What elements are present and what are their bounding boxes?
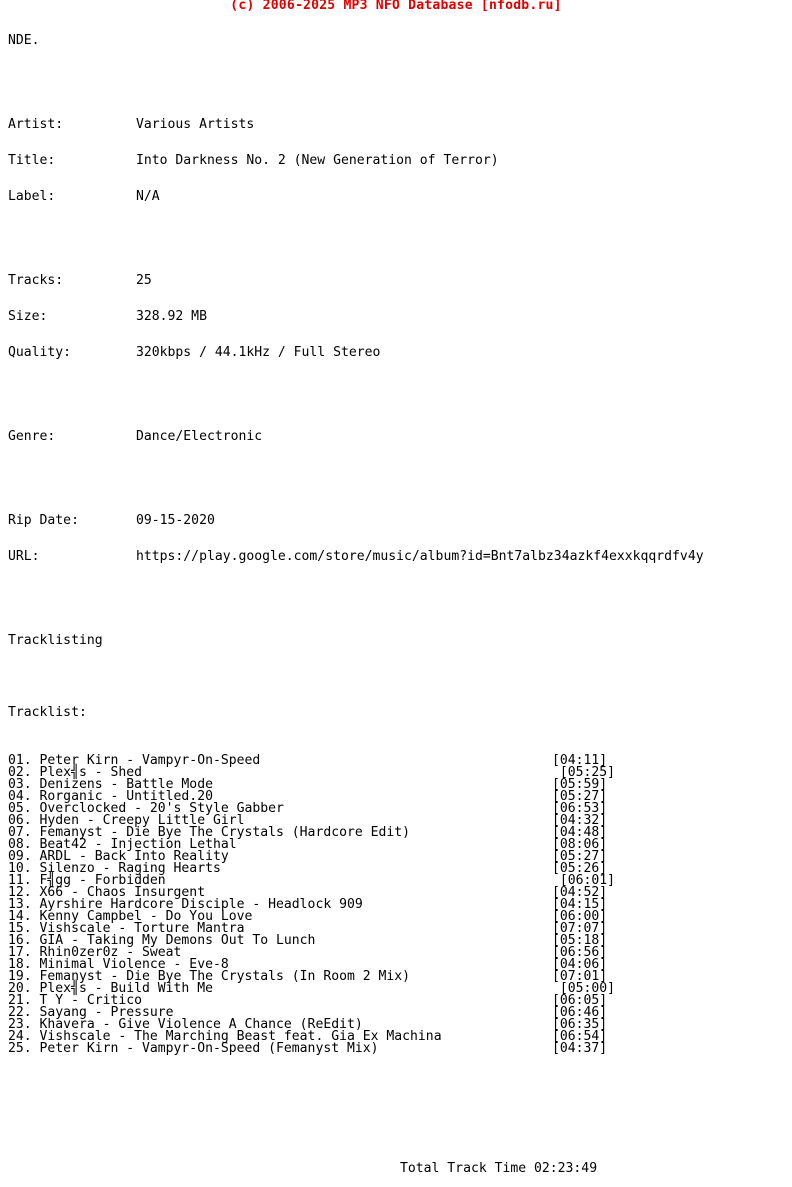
- field-quality: [8, 347, 704, 359]
- field-value: 09-15-2020: [136, 513, 215, 528]
- track-time: [05:25]: [552, 765, 616, 780]
- field-value: Dance/Electronic: [136, 429, 263, 444]
- field-tracks: [8, 275, 704, 287]
- track-title: 02. Plex╣s - Shed: [8, 765, 143, 780]
- track-time: [06:35]: [552, 1017, 608, 1032]
- track-title: 09. ARDL - Back Into Reality: [8, 849, 229, 864]
- tracklisting-heading: Tracklisting: [8, 633, 103, 648]
- track-row: [8, 1043, 704, 1055]
- field-label: Rip Date:: [8, 513, 79, 528]
- track-time: [05:00]: [552, 981, 616, 996]
- field-url: [8, 551, 704, 563]
- track-title: 05. Overclocked - 20's Style Gabber: [8, 801, 284, 816]
- total-track-time: Total Track Time 02:23:49: [400, 1161, 598, 1176]
- track-title: 08. Beat42 - Injection Lethal: [8, 837, 237, 852]
- track-title: 19. Femanyst - Die Bye The Crystals (In Room 2 Mix): [8, 969, 411, 984]
- track-title: 16. GIA - Taking My Demons Out To Lunch: [8, 933, 316, 948]
- track-title: 13. Ayrshire Hardcore Disciple - Headlock 909: [8, 897, 363, 912]
- track-time: [06:00]: [552, 909, 608, 924]
- track-title: 24. Vishscale - The Marching Beast feat. Gia Ex Machina: [8, 1029, 442, 1044]
- track-time: [06:05]: [552, 993, 608, 1008]
- track-title: 07. Femanyst - Die Bye The Crystals (Hardcore Edit): [8, 825, 411, 840]
- track-title: 14. Kenny Campbel - Do You Love: [8, 909, 253, 924]
- track-time: [06:56]: [552, 945, 608, 960]
- track-title: 22. Sayang - Pressure: [8, 1005, 174, 1020]
- field-value: 25: [136, 273, 152, 288]
- track-time: [06:54]: [552, 1029, 608, 1044]
- track-time: [06:53]: [552, 801, 608, 816]
- field-value: https://play.google.com/store/music/album?id=Bnt7albz34azkf4exxkqqrdfv4y: [136, 549, 704, 564]
- track-title: 03. Denizens - Battle Mode: [8, 777, 213, 792]
- tracklist-heading: Tracklist:: [8, 705, 87, 720]
- field-size: [8, 311, 704, 323]
- track-time: [05:59]: [552, 777, 608, 792]
- site-header: (c) 2006-2025 MP3 NFO Database [nfodb.ru]: [230, 0, 562, 13]
- track-title: 17. Rhin0zer0z - Sweat: [8, 945, 182, 960]
- field-value: 328.92 MB: [136, 309, 207, 324]
- track-time: [06:01]: [552, 873, 616, 888]
- track-time: [05:27]: [552, 789, 608, 804]
- field-value: 320kbps / 44.1kHz / Full Stereo: [136, 345, 381, 360]
- field-value: Various Artists: [136, 117, 255, 132]
- track-time: [06:46]: [552, 1005, 608, 1020]
- track-time: [05:27]: [552, 849, 608, 864]
- field-label: Artist:: [8, 117, 64, 132]
- track-title: 23. Khavera - Give Violence A Chance (ReEdit): [8, 1017, 363, 1032]
- field-label: Genre:: [8, 429, 56, 444]
- track-time: [04:11]: [552, 753, 608, 768]
- track-title: 25. Peter Kirn - Vampyr-On-Speed (Femanyst Mix): [8, 1041, 379, 1056]
- field-label: Title:: [8, 153, 56, 168]
- track-time: [07:07]: [552, 921, 608, 936]
- track-title: 21. T Y - Critico: [8, 993, 143, 1008]
- track-title: 04. Rorganic - Untitled.20: [8, 789, 213, 804]
- track-time: [04:32]: [552, 813, 608, 828]
- field-artist: [8, 119, 704, 131]
- track-title: 10. Silenzo - Raging Hearts: [8, 861, 221, 876]
- field-label: Label:: [8, 189, 56, 204]
- field-label: Quality:: [8, 345, 72, 360]
- track-time: [04:52]: [552, 885, 608, 900]
- track-time: [04:06]: [552, 957, 608, 972]
- field-value: N/A: [136, 189, 160, 204]
- track-title: 12. X66 - Chaos Insurgent: [8, 885, 206, 900]
- track-time: [05:26]: [552, 861, 608, 876]
- track-title: 18. Minimal Violence - Eve-8: [8, 957, 229, 972]
- field-label: Size:: [8, 309, 48, 324]
- field-title: [8, 155, 704, 167]
- track-time: [05:18]: [552, 933, 608, 948]
- track-title: 20. Plex╣s - Build With Me: [8, 981, 213, 996]
- nfo-document: [8, 11, 704, 1187]
- field-rip-date: [8, 515, 704, 527]
- tracklist: [8, 755, 704, 1055]
- track-time: [04:37]: [552, 1041, 608, 1056]
- track-title: 11. F╣gg - Forbidden: [8, 873, 166, 888]
- field-genre: [8, 431, 704, 443]
- track-title: 15. Vishscale - Torture Mantra: [8, 921, 245, 936]
- track-time: [07:01]: [552, 969, 608, 984]
- field-label-name: [8, 191, 704, 203]
- field-label: URL:: [8, 549, 40, 564]
- track-time: [04:15]: [552, 897, 608, 912]
- release-group: NDE.: [8, 33, 40, 48]
- track-time: [04:48]: [552, 825, 608, 840]
- track-title: 06. Hyden - Creepy Little Girl: [8, 813, 245, 828]
- field-value: Into Darkness No. 2 (New Generation of Terror): [136, 153, 499, 168]
- track-time: [08:06]: [552, 837, 608, 852]
- track-title: 01. Peter Kirn - Vampyr-On-Speed: [8, 753, 261, 768]
- field-label: Tracks:: [8, 273, 64, 288]
